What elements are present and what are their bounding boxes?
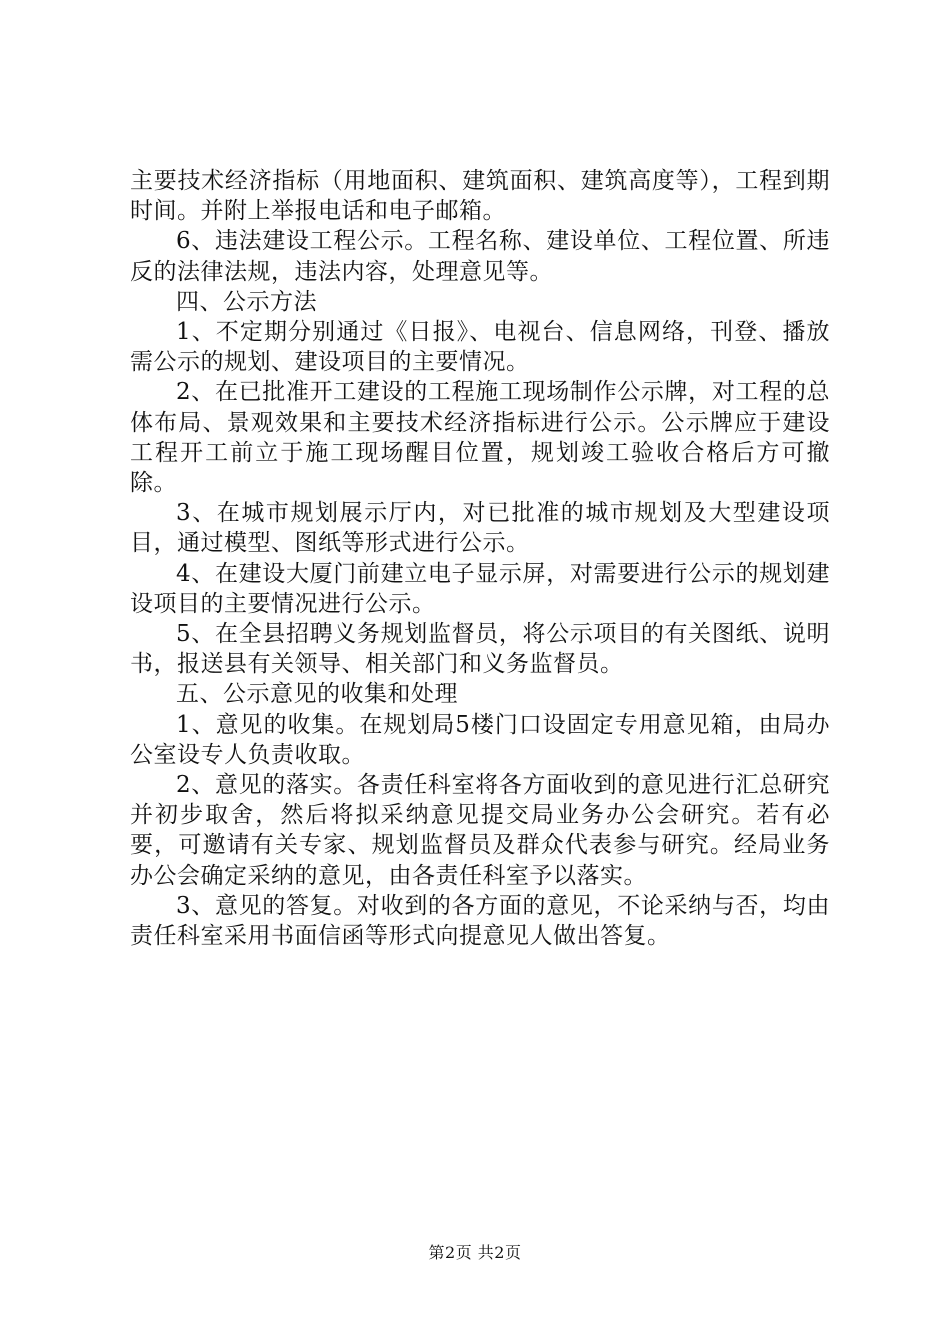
paragraph-opinion-collection: 1、意见的收集。在规划局5楼门口设固定专用意见箱，由局办公室设专人负责收取。 [130, 711, 830, 768]
paragraph-method-5: 5、在全县招聘义务规划监督员，将公示项目的有关图纸、说明书，报送县有关领导、相关部门和义务监督员。 [130, 621, 830, 678]
section-heading-opinion-handling: 五、公示意见的收集和处理 [176, 681, 458, 708]
page-footer [0, 1243, 950, 1263]
paragraph-opinion-implementation: 2、意见的落实。各责任科室将各方面收到的意见进行汇总研究并初步取舍，然后将拟采纳意见提交局业务办公会研究。若有必要，可邀请有关专家、规划监督员及群众代表参与研究。经局业务办公会确定采纳的意见，由各责任科室予以落实。 [130, 772, 830, 889]
section-heading-publicity-methods: 四、公示方法 [176, 288, 317, 315]
paragraph-method-2: 2、在已批准开工建设的工程施工现场制作公示牌，对工程的总体布局、景观效果和主要技术经济指标进行公示。公示牌应于建设工程开工前立于施工现场醒目位置，规划竣工验收合格后方可撤除。 [130, 379, 830, 497]
page-number-label: 第2页 共2页 [428, 1243, 522, 1262]
paragraph-method-3: 3、在城市规划展示厅内，对已批准的城市规划及大型建设项目，通过模型、图纸等形式进行公示。 [130, 500, 830, 557]
paragraph-opinion-reply: 3、意见的答复。对收到的各方面的意见，不论采纳与否，均由责任科室采用书面信函等形式向提意见人做出答复。 [130, 892, 830, 950]
paragraph-continuation: 主要技术经济指标（用地面积、建筑面积、建筑高度等），工程到期时间。并附上举报电话和电子邮箱。 [130, 168, 830, 225]
paragraph-item-6-illegal-construction: 6、违法建设工程公示。工程名称、建设单位、工程位置、所违反的法律法规，违法内容，处理意见等。 [130, 228, 830, 285]
paragraph-method-1: 1、不定期分别通过《日报》、电视台、信息网络，刊登、播放需公示的规划、建设项目的主要情况。 [130, 319, 830, 376]
document-body [130, 166, 830, 951]
paragraph-method-4: 4、在建设大厦门前建立电子显示屏，对需要进行公示的规划建设项目的主要情况进行公示。 [130, 560, 830, 617]
